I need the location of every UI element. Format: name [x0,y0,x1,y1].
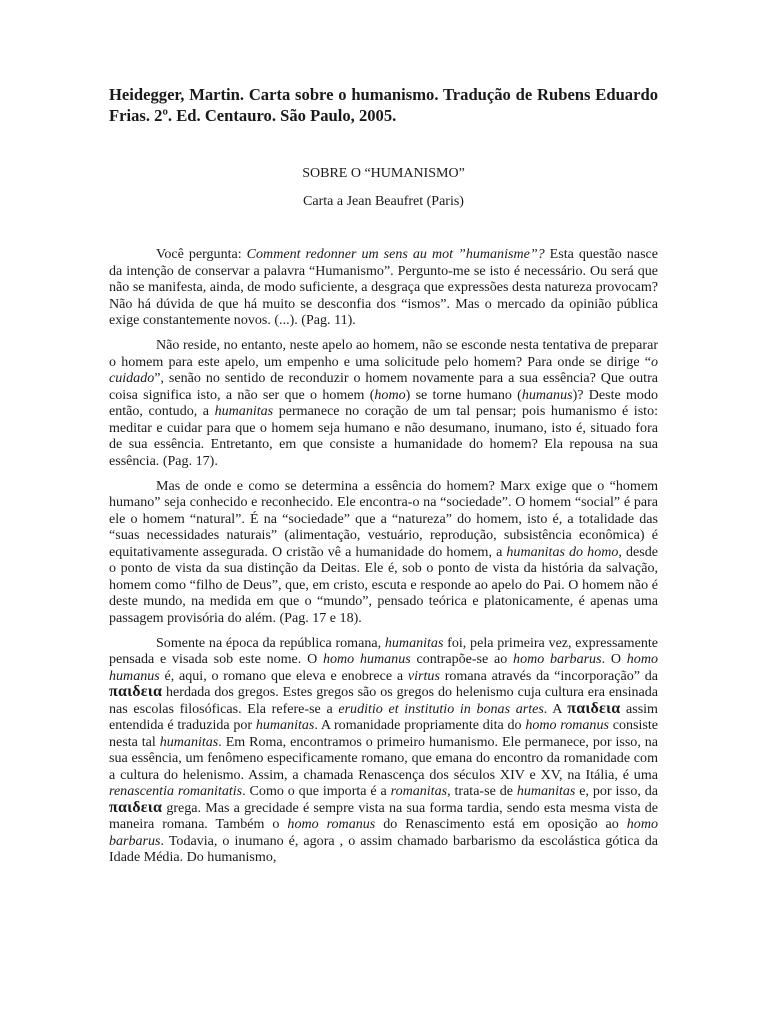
paragraph-3: Mas de onde e como se determina a essência do homem? Marx exige que o “homem humano” seja conhecido e reconhecido. Ele encontra-o na “sociedade”. O homem “social” é para ele o homem “natural”. É na “sociedade” que a “natureza” do homem, isto é, a totalidade das “suas necessidades naturais” (alimentação, vestuário, reprodução, subsistência econômica) é equitativamente assegurada. O cristão vê a humanidade do homem, a humanitas do homo, desde o ponto de vista da sua distinção da Deitas. Ele é, sob o ponto de vista da história da salvação, homem como “filho de Deus”, que, em cristo, escuta e responde ao apelo do Pai. O homem não é deste mundo, na medida em que o “mundo”, pensado teórica e platonicamente, é apenas uma passagem provisória do além. (Pag. 17 e 18). [109,477,658,626]
section-title: SOBRE O “HUMANISMO” [302,166,465,181]
section-subtitle: Carta a Jean Beaufret (Paris) [303,194,464,209]
paragraph-1: Você pergunta: Comment redonner um sens au mot ”humanisme”? Esta questão nasce da intenção de conservar a palavra “Humanismo”. Pergunto-me se isto é necessário. Ou será que não se manifesta, ainda, de modo suficiente, a desgraça que expressões desta natureza provocam? Não há dúvida de que há muito se desconfia dos “ismos”. Mas o mercado da opinião pública exige constantemente novos. (...). (Pag. 11). [109,246,658,328]
greek-word: παιδεια [109,683,163,701]
paragraph-4: Somente na época da república romana, humanitas foi, pela primeira vez, expressamente pensada e visada sob este nome. O homo humanus contrapõe-se ao homo barbarus. O homo humanus é, aqui, o romano que eleva e enobrece a virtus romana através da “incorporação” da παιδεια herdada dos gregos. Estes gregos são os gregos do helenismo cuja cultura era ensinada nas escolas filosóficas. Ela refere-se a eruditio et institutio in bonas artes. A παιδεια assim entendida é traduzida por humanitas. A romanidade propriamente dita do homo romanus consiste nesta tal humanitas. Em Roma, encontramos o primeiro humanismo. Ele permanece, por isso, na sua essência, um fenômeno especificamente romano, que emana do encontro da romanidade com a cultura do helenismo. Assim, a chamada Renascença dos séculos XIV e XV, na Itália, é uma renascentia romanitatis. Como o que importa é a romanitas, trata-se de humanitas e, por isso, da παιδεια grega. Mas a grecidade é sempre vista na sua forma tardia, sendo esta mesma vista de maneira romana. Também o homo romanus do Renascimento está em oposição ao homo barbarus. Todavia, o inumano é, agora , o assim chamado barbarismo da escolástica gótica da Idade Média. Do humanismo, [109,634,659,866]
document-page [109,84,659,866]
greek-word: παιδεια [567,699,621,717]
bibliographic-citation: Heidegger, Martin. Carta sobre o humanismo. Tradução de Rubens Eduardo Frias. 2º. Ed. Centauro. São Paulo, 2005. [109,85,658,125]
greek-word: παιδεια [109,798,163,816]
paragraph-2: Não reside, no entanto, neste apelo ao homem, não se esconde nesta tentativa de preparar o homem para este apelo, um empenho e uma solicitude pelo homem? Para onde se dirige “o cuidado”, senão no sentido de reconduzir o homem novamente para a sua essência? Que outra coisa significa isto, a não ser que o homem (homo) se torne humano (humanus)? Deste modo então, contudo, a humanitas permanece no coração de um tal pensar; pois humanismo é isto: meditar e cuidar para que o homem seja humano e não desumano, inumano, isto é, situado fora de sua essência. Entretanto, em que consiste a humanidade do homem? Ela repousa na sua essência. (Pag. 17). [109,337,659,469]
body-text [109,246,658,874]
